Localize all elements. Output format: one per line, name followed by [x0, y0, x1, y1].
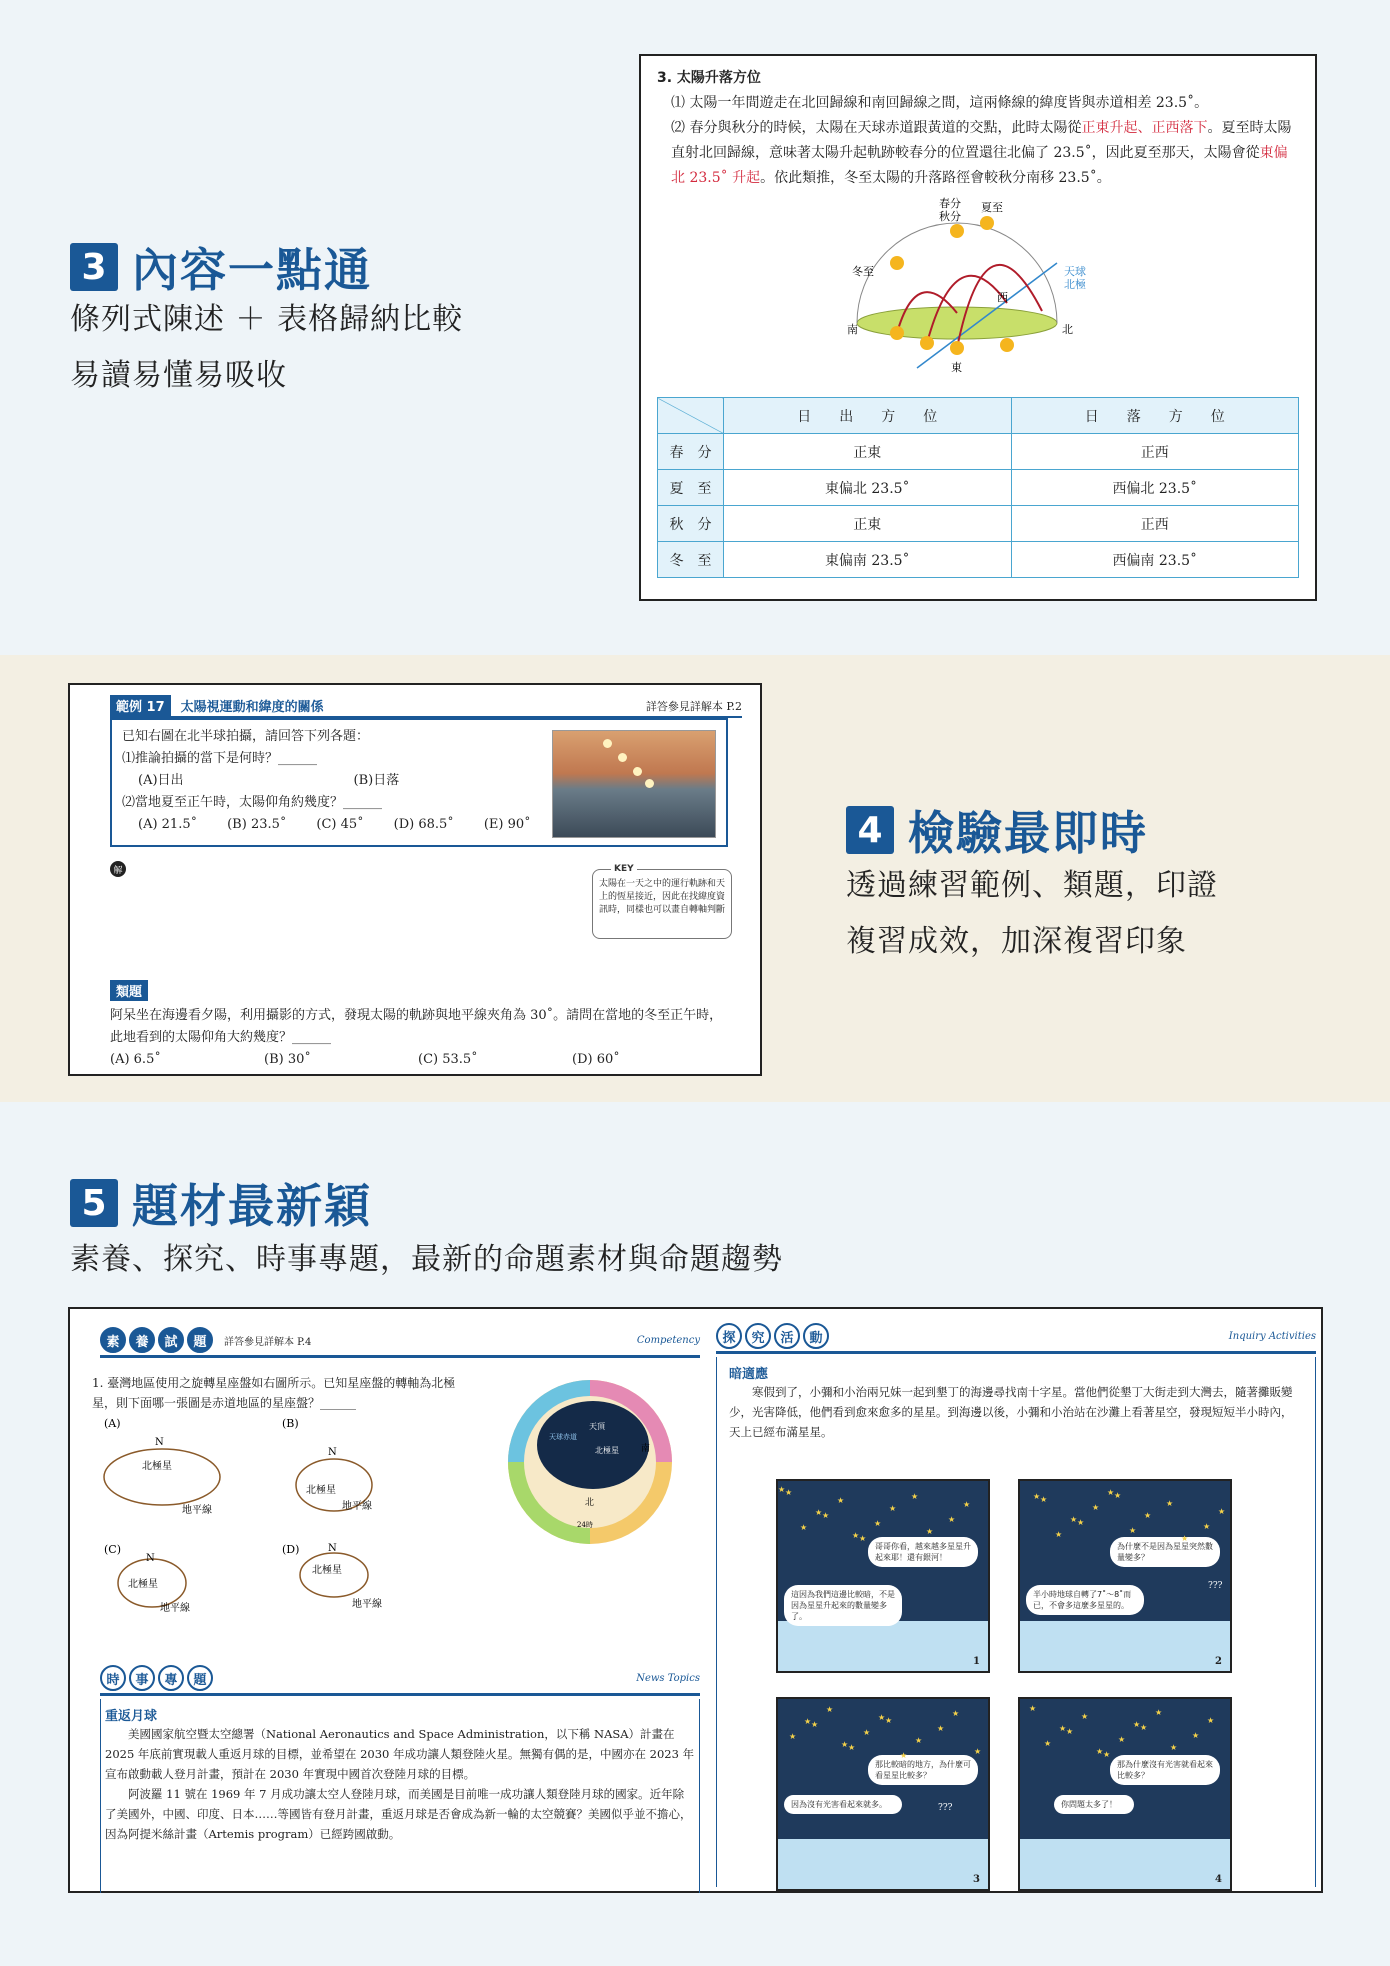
confused-mark: ???: [938, 1803, 953, 1813]
star-icon: ★: [911, 1492, 919, 1501]
row-label: 冬 至: [658, 542, 724, 578]
star-icon: ★: [1033, 1492, 1041, 1501]
table-cell: 正西: [1011, 434, 1299, 470]
option: (A)日出: [138, 773, 184, 788]
polaris-label: 北極星: [142, 1461, 172, 1472]
badge-char: 事: [129, 1665, 155, 1691]
label-equinox: 秋分: [939, 210, 961, 223]
text-run: 。依此類推，冬至太陽的升落路徑會較秋分南移 23.5˚。: [760, 170, 1111, 186]
section-5-heading: [70, 1170, 372, 1236]
label-west: 西: [997, 291, 1008, 304]
option-label: (C): [104, 1543, 121, 1556]
badge-char: 試: [158, 1327, 184, 1353]
star-icon: ★: [974, 1747, 982, 1756]
comic-ground: [1020, 1621, 1230, 1671]
comic-panel-1: [776, 1479, 990, 1673]
badge-char: 素: [100, 1327, 126, 1353]
star-icon: ★: [1140, 1723, 1148, 1732]
news-header: [100, 1665, 700, 1696]
polaris-label: 北極星: [128, 1579, 158, 1590]
horizon-label: 地平線: [160, 1603, 190, 1614]
option-label: (B): [282, 1417, 299, 1430]
north-label: N: [328, 1447, 337, 1458]
table-corner: [658, 398, 724, 434]
text-run: 。夏至時太陽直射北回歸線，意味著太陽升起軌跡較春分的位置還往北偏了 23.5˚，因此夏至那天，太陽會從: [671, 120, 1292, 161]
section-3-heading: [70, 234, 372, 300]
key-note: [592, 864, 732, 939]
table-cell: 東偏北 23.5˚: [724, 470, 1012, 506]
competency-question: 1. 臺灣地區使用之旋轉星座盤如右圖所示。已知星座盤的轉軸為北極星，則下面哪一張圖是赤道地區的星座盤？______: [92, 1376, 456, 1410]
star-icon: ★: [1133, 1720, 1141, 1729]
comic-panel-4: [1018, 1697, 1232, 1891]
star-icon: ★: [889, 1504, 897, 1513]
comic-ground: [778, 1621, 988, 1671]
star-icon: ★: [785, 1488, 793, 1497]
star-icon: ★: [1107, 1488, 1115, 1497]
table-header-row: [658, 398, 1299, 434]
comic-number: 1: [973, 1656, 980, 1667]
similar-question-text: 阿呆坐在海邊看夕陽，利用攝影的方式，發現太陽的軌跡與地平線夾角為 30˚。請問在當地的冬至正午時，此地看到的太陽仰角大約幾度？______: [110, 1008, 723, 1045]
news-body: [100, 1699, 700, 1893]
star-icon: ★: [1155, 1708, 1163, 1717]
star-icon: ★: [900, 1751, 908, 1760]
star-icon: ★: [822, 1511, 830, 1520]
star-icon: ★: [1077, 1518, 1085, 1527]
section-english: Inquiry Activities: [1228, 1330, 1316, 1342]
planisphere-window: [537, 1401, 649, 1489]
highlight-run: 東偏北 23.5˚ 升起: [671, 145, 1288, 186]
speech-bubble: 那為什麼沒有光害就看起來比較多？: [1110, 1755, 1220, 1785]
example-tag: 範例 17: [110, 695, 171, 716]
answer-reference: 詳答參見詳解本 P.4: [224, 1336, 312, 1348]
section-title: 內容一點通: [132, 243, 372, 297]
row-label: 夏 至: [658, 470, 724, 506]
inquiry-title: 暗適應: [729, 1367, 769, 1382]
star-icon: ★: [874, 1519, 882, 1528]
panel-heading: 3. 太陽升落方位: [657, 70, 761, 86]
row-label: 春 分: [658, 434, 724, 470]
star-icon: ★: [1170, 1743, 1178, 1752]
label-east: 東: [951, 361, 962, 374]
north-label: 北: [585, 1498, 595, 1508]
star-icon: ★: [878, 1713, 886, 1722]
option: (B) 23.5˚: [227, 817, 287, 832]
sun-icon: [950, 224, 964, 238]
news-paragraph: 美國國家航空暨太空總署（National Aeronautics and Space Administration，以下稱 NASA）計畫在 2025 年底前實現載人重返月球的目標，並希望在 2030 年成功讓人類登陸火星。無獨有偶的是，中國亦在 2023 年宣布啟動載人登月計畫，預計在 2030 年實現中國首次登陸月球的目標。: [105, 1727, 695, 1781]
option-label: (D): [282, 1543, 300, 1556]
horizon-label: 地平線: [352, 1599, 382, 1610]
similar-question: [110, 980, 728, 1071]
option: (B)日落: [353, 773, 400, 788]
section-number: 5: [70, 1179, 118, 1227]
example-header: [110, 695, 742, 718]
star-icon: ★: [841, 1740, 849, 1749]
row-label: 秋 分: [658, 506, 724, 542]
star-icon: ★: [963, 1500, 971, 1509]
sun-icon: [1000, 338, 1014, 352]
star-icon: ★: [1181, 1534, 1189, 1543]
star-icon: ★: [937, 1724, 945, 1733]
star-icon: ★: [1081, 1712, 1089, 1721]
star-icon: ★: [811, 1720, 819, 1729]
label-winter: 冬至: [852, 265, 874, 278]
star-icon: ★: [1096, 1747, 1104, 1756]
column-header: 日 落 方 位: [1011, 398, 1299, 434]
label-pole: 天球: [1064, 265, 1086, 278]
speech-bubble: 半小時地球自轉了7˚～8˚而已，不會多這麼多星星的。: [1026, 1585, 1144, 1615]
answer-reference: 詳答參見詳解本 P.2: [645, 699, 742, 713]
star-icon: ★: [1070, 1515, 1078, 1524]
option: (E) 90˚: [483, 817, 531, 832]
inquiry-text: 寒假到了，小彌和小治兩兄妹一起到墾丁的海邊尋找南十字星。當他們從墾丁大街走到大灣去，隨著攤販變少，光害降低，他們看到愈來愈多的星星。到海邊以後，小彌和小治站在沙灘上看著星空，發現短短半小時內，天上已經布滿星星。: [729, 1385, 1293, 1439]
example-question-box: [110, 718, 728, 847]
subtitle-line: 透過練習範例、類題，印證: [846, 868, 1218, 903]
star-icon: ★: [1055, 1530, 1063, 1539]
example-title: 太陽視運動和緯度的關係: [180, 700, 324, 715]
star-icon: ★: [863, 1728, 871, 1737]
horizon-label: 地平線: [342, 1501, 372, 1512]
section-title: 檢驗最即時: [908, 806, 1148, 860]
option: (A) 21.5˚: [138, 817, 198, 832]
comic-number: 2: [1215, 1656, 1222, 1667]
star-icon: ★: [1218, 1507, 1226, 1516]
topics-panel: [68, 1307, 1323, 1893]
sun-icon: [950, 341, 964, 355]
label-south: 南: [847, 323, 858, 336]
question-intro: 已知右圖在北半球拍攝，請回答下列各題：: [122, 729, 370, 744]
table-cell: 西偏北 23.5˚: [1011, 470, 1299, 506]
star-icon: ★: [1129, 1526, 1137, 1535]
star-icon: ★: [952, 1709, 960, 1718]
star-icon: ★: [837, 1496, 845, 1505]
label-north: 北: [1062, 323, 1073, 336]
star-icon: ★: [848, 1743, 856, 1752]
badge-char: 時: [100, 1665, 126, 1691]
sun-icon: [633, 767, 642, 776]
sun-icon: [920, 336, 934, 350]
star-icon: ★: [926, 1527, 934, 1536]
text-run: ⑵ 春分與秋分的時候，太陽在天球赤道跟黃道的交點，此時太陽從: [671, 120, 1082, 136]
sun-icon: [645, 779, 654, 788]
polaris-label: 北極星: [595, 1446, 619, 1455]
badge-char: 探: [716, 1323, 742, 1349]
section-english: News Topics: [636, 1672, 700, 1684]
sunset-photo: [552, 730, 716, 838]
star-icon: ★: [1103, 1750, 1111, 1759]
section-4-subtitle: [846, 858, 1218, 970]
speech-bubble: 因為沒有光害看起來就多。: [784, 1795, 902, 1814]
option-label: (A): [104, 1417, 121, 1430]
option: (D) 68.5˚: [393, 817, 454, 832]
paragraph-2: [657, 116, 1299, 191]
similar-options: [110, 1049, 728, 1071]
star-icon: ★: [1029, 1704, 1037, 1713]
competency-header: [100, 1327, 700, 1358]
star-icon: ★: [915, 1736, 923, 1745]
sun-path-diagram: [657, 193, 1303, 393]
table-row: [658, 542, 1299, 578]
badge-char: 專: [158, 1665, 184, 1691]
sun-icon: [603, 739, 612, 748]
star-icon: ★: [1066, 1727, 1074, 1736]
star-icon: ★: [1044, 1739, 1052, 1748]
polaris-label: 北極星: [306, 1485, 336, 1496]
option: (C) 45˚: [316, 817, 364, 832]
star-icon: ★: [804, 1717, 812, 1726]
badge-char: 養: [129, 1327, 155, 1353]
comic-number: 4: [1215, 1874, 1222, 1885]
sun-direction-panel: [639, 54, 1317, 601]
sun-icon: [618, 753, 627, 762]
badge-char: 動: [803, 1323, 829, 1349]
north-label: N: [146, 1553, 155, 1564]
section-3-subtitle: [70, 292, 463, 404]
zenith-label: 天頂: [589, 1422, 605, 1431]
table-cell: 正東: [724, 506, 1012, 542]
option-a-ellipse: [104, 1449, 220, 1505]
table-cell: 正東: [724, 434, 1012, 470]
confused-mark: ???: [1208, 1581, 1223, 1591]
option: (A) 6.5˚: [110, 1052, 161, 1067]
star-icon: ★: [1192, 1731, 1200, 1740]
news-paragraph: 阿波羅 11 號在 1969 年 7 月成功讓太空人登陸月球，而美國是目前唯一成功讓人類登陸月球的國家。近年除了美國外，中國、印度、日本……等國皆有登月計畫，重返月球是否會成為新一輪的太空競賽？美國似乎並不擔心，因為阿提米絲計畫（Artemis program）已經跨國啟動。: [105, 1787, 692, 1841]
label-summer: 夏至: [981, 201, 1003, 214]
star-icon: ★: [1059, 1724, 1067, 1733]
comic-panel-3: [776, 1697, 990, 1891]
planisphere-image: [505, 1377, 675, 1547]
north-label: N: [155, 1437, 164, 1448]
table-cell: 西偏南 23.5˚: [1011, 542, 1299, 578]
star-icon: ★: [826, 1705, 834, 1714]
key-label: KEY: [611, 863, 637, 876]
star-icon: ★: [859, 1534, 867, 1543]
hour-label: 24時: [577, 1521, 593, 1529]
table-cell: 正西: [1011, 506, 1299, 542]
table-row: [658, 506, 1299, 542]
star-icon: ★: [1118, 1735, 1126, 1744]
sun-icon: [980, 216, 994, 230]
sun-icon: [890, 326, 904, 340]
star-icon: ★: [1040, 1495, 1048, 1504]
horizon-label: 地平線: [182, 1505, 212, 1516]
south-label: 南: [641, 1444, 651, 1454]
column-header: 日 出 方 位: [724, 398, 1012, 434]
question-1: ⑴推論拍攝的當下是何時？______: [122, 751, 318, 766]
star-icon: ★: [815, 1508, 823, 1517]
badge-char: 題: [187, 1665, 213, 1691]
comic-number: 3: [973, 1874, 980, 1885]
option: (C) 53.5˚: [418, 1052, 478, 1067]
planisphere-options: [92, 1415, 482, 1615]
question-2: ⑵當地夏至正午時，太陽仰角約幾度？______: [122, 795, 383, 810]
section-4-heading: [846, 797, 1148, 863]
star-icon: ★: [852, 1531, 860, 1540]
comic-ground: [778, 1839, 988, 1889]
star-icon: ★: [948, 1515, 956, 1524]
polaris-label: 北極星: [312, 1565, 342, 1576]
label-equinox: 春分: [939, 197, 961, 210]
news-title: 重返月球: [105, 1709, 158, 1724]
table-row: [658, 470, 1299, 506]
speech-bubble: 你問題太多了！: [1054, 1795, 1134, 1814]
star-icon: ★: [1092, 1503, 1100, 1512]
subtitle-line: 條列式陳述 ＋ 表格歸納比較: [70, 302, 464, 337]
comic-panel-2: [1018, 1479, 1232, 1673]
table-cell: 東偏南 23.5˚: [724, 542, 1012, 578]
speech-bubble: 為什麼不是因為星星突然數量變多？: [1110, 1537, 1220, 1567]
star-icon: ★: [885, 1716, 893, 1725]
highlight-run: 正東升起、正西落下: [1081, 120, 1208, 136]
star-icon: ★: [1144, 1511, 1152, 1520]
key-text: 太陽在一天之中的運行軌跡和天上的恆星接近，因此在找緯度資訊時，同樣也可以畫自轉軸判斷: [599, 879, 726, 915]
sun-direction-table: [657, 397, 1299, 578]
star-icon: ★: [789, 1732, 797, 1741]
section-english: Competency: [636, 1334, 700, 1346]
section-number: 4: [846, 806, 894, 854]
speech-bubble: 那比較暗的地方，為什麼可看星星比較多？: [868, 1755, 978, 1785]
similar-tag: 類題: [110, 980, 148, 1001]
section-5-subtitle: 素養、探究、時事專題，最新的命題素材與命題趨勢: [70, 1242, 783, 1277]
sun-icon: [890, 256, 904, 270]
star-icon: ★: [1166, 1499, 1174, 1508]
inquiry-header: [716, 1323, 1316, 1354]
option: (D) 60˚: [572, 1052, 620, 1067]
answer-mark: 解: [110, 861, 126, 877]
example-panel: [68, 683, 762, 1076]
equator-label: 天球赤道: [549, 1433, 577, 1441]
star-icon: ★: [800, 1523, 808, 1532]
paragraph-1: ⑴ 太陽一年間遊走在北回歸線和南回歸線之間，這兩條線的緯度皆與赤道相差 23.5˚。: [671, 95, 1209, 111]
speech-bubble: 哥哥你看，越來越多星星升起來耶！還有銀河！: [868, 1537, 978, 1567]
star-icon: ★: [778, 1485, 786, 1494]
subtitle-line: 複習成效，加深複習印象: [846, 924, 1187, 959]
table-row: [658, 434, 1299, 470]
badge-char: 活: [774, 1323, 800, 1349]
option: (B) 30˚: [264, 1052, 311, 1067]
comic-ground: [1020, 1839, 1230, 1889]
speech-bubble: 這因為我們這邊比較暗，不是因為星星升起來的數量變多了。: [784, 1585, 902, 1626]
north-label: N: [328, 1543, 337, 1554]
subtitle-line: 易讀易懂易吸收: [70, 358, 287, 393]
badge-char: 究: [745, 1323, 771, 1349]
star-icon: ★: [1207, 1716, 1215, 1725]
section-title: 題材最新穎: [132, 1179, 372, 1233]
star-icon: ★: [1203, 1522, 1211, 1531]
badge-char: 題: [187, 1327, 213, 1353]
section-number: 3: [70, 243, 118, 291]
label-pole: 北極: [1064, 278, 1086, 291]
star-icon: ★: [1114, 1491, 1122, 1500]
